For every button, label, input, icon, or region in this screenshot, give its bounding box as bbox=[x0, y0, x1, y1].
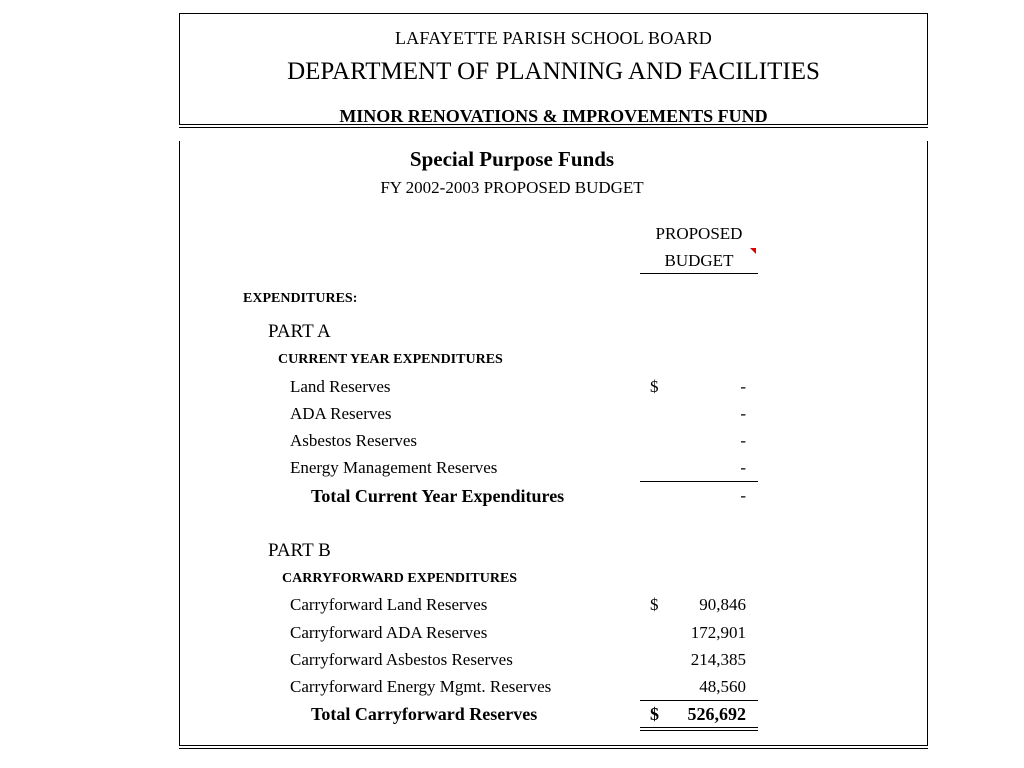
part-b-item-value: 90,846 bbox=[699, 595, 746, 614]
grand-total-double-rule bbox=[640, 727, 758, 731]
part-a-total-value: - bbox=[740, 486, 746, 505]
header-box bbox=[179, 13, 928, 124]
part-a-item-label: Asbestos Reserves bbox=[290, 431, 418, 450]
comment-indicator-icon[interactable] bbox=[750, 248, 756, 254]
part-b-total-label: Total Carryforward Reserves bbox=[311, 704, 538, 724]
part-a-section: CURRENT YEAR EXPENDITURES bbox=[278, 352, 503, 367]
expenditures-label: EXPENDITURES: bbox=[243, 291, 358, 306]
part-a-item-value: - bbox=[740, 431, 746, 450]
part-b-item-label: Carryforward Asbestos Reserves bbox=[290, 650, 513, 669]
part-a-item-value: - bbox=[740, 458, 746, 477]
part-b-item-label: Carryforward Energy Mgmt. Reserves bbox=[290, 677, 552, 696]
part-a-total-label: Total Current Year Expenditures bbox=[311, 486, 565, 506]
part-b-item-label: Carryforward ADA Reserves bbox=[290, 623, 488, 642]
part-b-total-currency: $ bbox=[650, 704, 659, 724]
part-b-subtotal-rule bbox=[640, 700, 758, 701]
report-title: Special Purpose Funds bbox=[409, 147, 615, 171]
part-a-label: PART A bbox=[268, 321, 331, 342]
organization-name: LAFAYETTE PARISH SCHOOL BOARD bbox=[394, 28, 712, 48]
part-a-currency: $ bbox=[650, 377, 659, 396]
part-b-total-value: 526,692 bbox=[687, 704, 746, 724]
part-b-currency: $ bbox=[650, 595, 659, 614]
part-a-subtotal-rule bbox=[640, 481, 758, 482]
part-b-item-label: Carryforward Land Reserves bbox=[290, 595, 488, 614]
part-a-item-label: ADA Reserves bbox=[290, 404, 392, 423]
column-header-line2: BUDGET bbox=[664, 251, 734, 270]
part-b-section: CARRYFORWARD EXPENDITURES bbox=[282, 571, 518, 586]
part-b-item-value: 172,901 bbox=[690, 623, 746, 642]
part-a-item-value: - bbox=[740, 404, 746, 423]
column-header-rule bbox=[640, 273, 758, 274]
part-a-item-label: Energy Management Reserves bbox=[290, 458, 498, 477]
report-subtitle: FY 2002-2003 PROPOSED BUDGET bbox=[380, 178, 644, 197]
part-b-item-value: 214,385 bbox=[690, 650, 746, 669]
department-name: DEPARTMENT OF PLANNING AND FACILITIES bbox=[287, 58, 820, 85]
part-a-item-value: - bbox=[740, 377, 746, 396]
fund-name: MINOR RENOVATIONS & IMPROVEMENTS FUND bbox=[339, 106, 768, 126]
part-b-item-value: 48,560 bbox=[699, 677, 746, 696]
part-a-item-label: Land Reserves bbox=[290, 377, 391, 396]
column-header-line1: PROPOSED bbox=[655, 224, 743, 243]
part-b-label: PART B bbox=[268, 540, 331, 561]
